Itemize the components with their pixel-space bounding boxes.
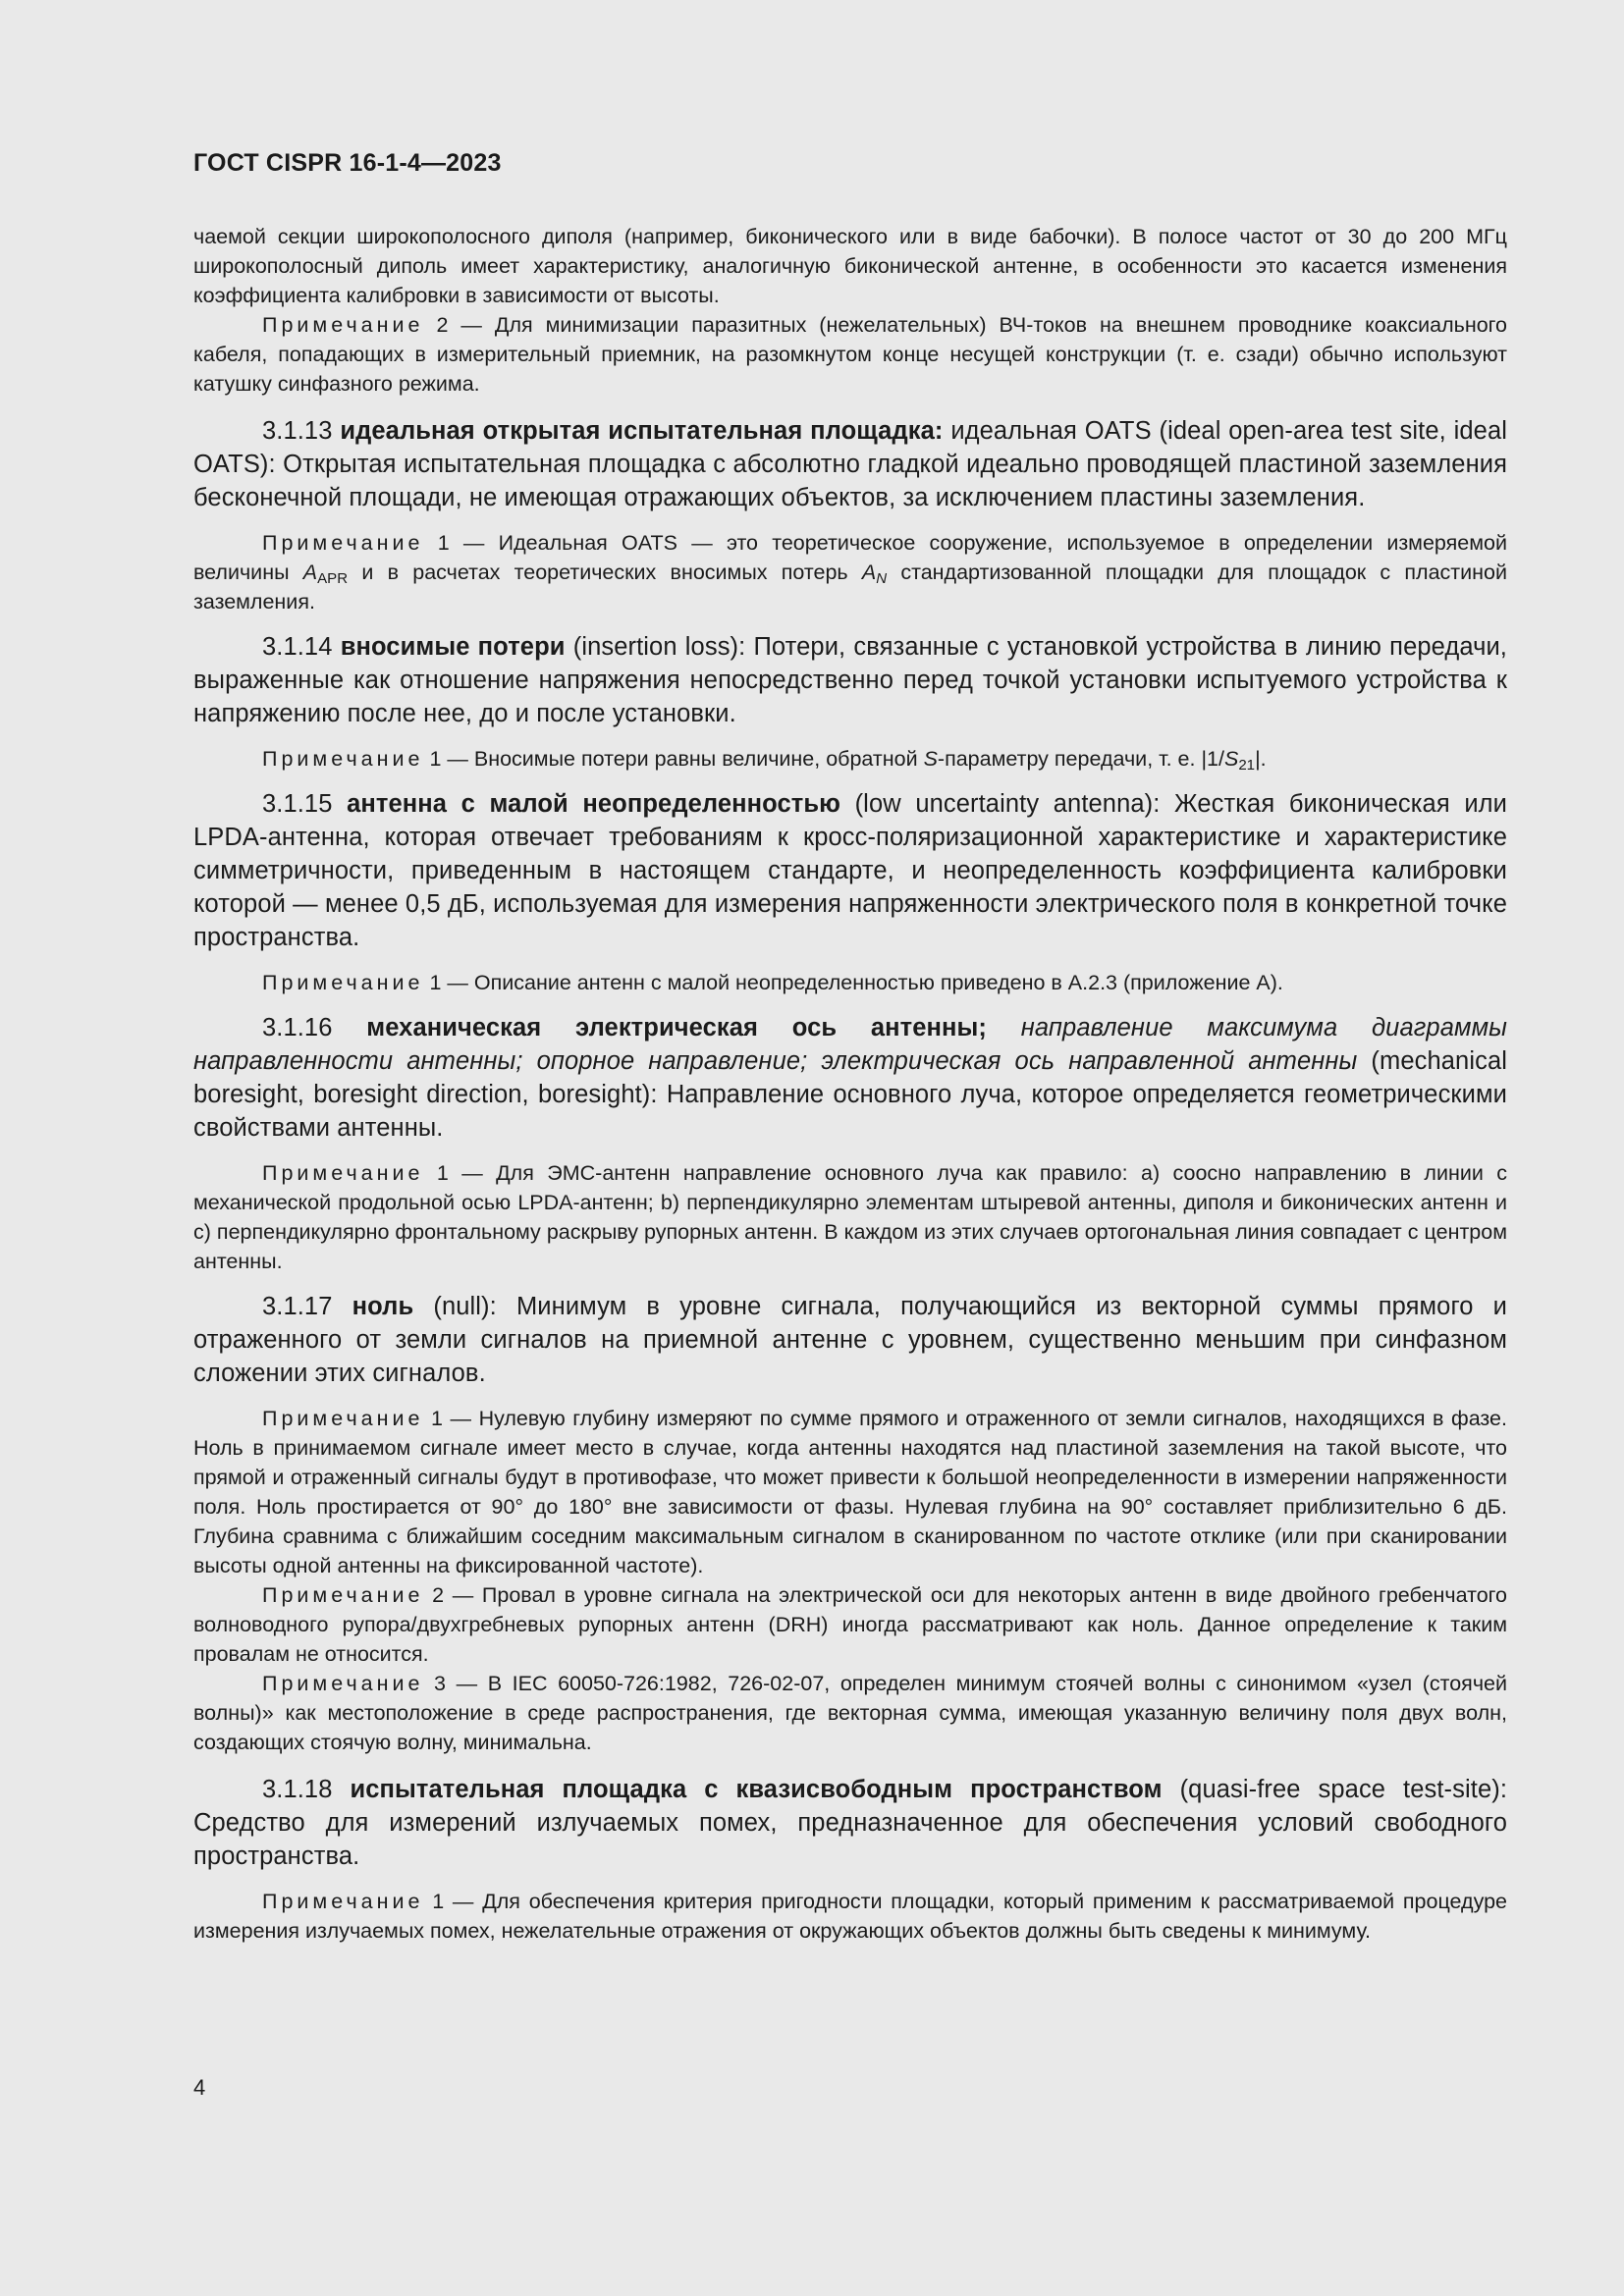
note-text: В IEC 60050-726:1982, 726-02-07, определен минимум стоячей волны с синонимом «узел (стоячей волны)» как местоположение в среде распространения, где векторная сумма, имеющая указанную величину поля двух волн, создающих стоячую волну, минимальна. [193,1672,1507,1754]
term-entry-3-1-18 [193,1773,1507,1873]
note-paragraph [193,310,1507,399]
term-number: 3.1.17 [262,1293,333,1320]
term-name: антенна с малой неопределенностью [347,790,840,818]
note-label: Примечание [262,1407,424,1430]
term-name: вносимые потери [340,633,566,661]
note-paragraph [193,1580,1507,1669]
note-number: 1 — [437,531,485,555]
note-number: 1 — [429,971,468,994]
note-text: Описание антенн с малой неопределенностью приведено в А.2.3 (приложение А). [473,971,1283,994]
term-entry-3-1-16 [193,1011,1507,1145]
term-entry-3-1-13 [193,414,1507,514]
subscript-21: 21 [1238,757,1256,774]
term-definition: (quasi-free space test-site): Средство для измерений излучаемых помех, предназначенное для обеспечения условий свободного пространства. [193,1776,1508,1870]
note-label: Примечание [262,313,424,337]
note-label: Примечание [262,1583,424,1607]
term-name: механическая электрическая ось антенны; [366,1014,988,1041]
subscript-apr: APR [317,570,349,587]
page-body [193,222,1507,1946]
term-name: ноль [352,1293,414,1320]
symbol-s: S [1223,747,1239,771]
note-text: Для обеспечения критерия пригодности площадки, который применим к рассматриваемой процедуре измерения излучаемых помех, нежелательные отражения от окружающих объектов должны быть сведены к минимуму. [193,1890,1507,1943]
note-paragraph [193,1887,1507,1946]
note-paragraph [193,744,1507,774]
term-definition: (insertion loss): Потери, связанные с установкой устройства в линию передачи, выраженные как отношение напряжения непосредственно перед точкой установки испытуемого устройства к напряжению после нее, до и после установки. [193,633,1507,727]
term-definition: (mechanical boresight, boresight direction, boresight): Направление основного луча, которое определяется геометрическими свойствами антенны. [193,1047,1507,1142]
note-number: 2 — [432,1583,474,1607]
note-label: Примечание [262,1161,424,1185]
note-text: -параметру передачи, т. е. |1/ [937,747,1224,771]
note-text: |. [1255,747,1267,771]
document-code-header: ГОСТ CISPR 16-1-4—2023 [193,149,502,177]
note-label: Примечание [262,971,424,994]
note-paragraph [193,1158,1507,1276]
note-number: 2 — [436,313,482,337]
note-label: Примечание [262,747,424,771]
note-number: 1 — [429,747,468,771]
note-text: и в расчетах теоретических вносимых потерь [361,561,848,584]
term-definition: (null): Минимум в уровне сигнала, получающийся из векторной суммы прямого и отраженного от земли сигналов на приемной антенне с уровнем, существенно меньшим при синфазном сложении этих сигналов. [193,1293,1508,1387]
note-label: Примечание [262,1890,424,1913]
symbol-a: A [302,561,318,584]
symbol-s: S [923,747,938,771]
note-paragraph [193,1669,1507,1757]
continuation-paragraph: чаемой секции широкополосного диполя (например, биконического или в виде бабочки). В полосе частот от 30 до 200 МГц широкополосный диполь имеет характеристику, аналогичную биконической антенне, в особенности это касается изменения коэффициента калибровки в зависимости от высоты. [193,225,1507,307]
note-paragraph [193,968,1507,997]
note-number: 3 — [434,1672,478,1695]
note-text: Вносимые потери равны величине, обратной [473,747,918,771]
term-synonyms: направление максимума диаграммы направленности антенны; опорное направление; электрическая ось направленной антенны [193,1014,1508,1075]
note-paragraph [193,1404,1507,1580]
note-number: 1 — [431,1407,472,1430]
note-text: Идеальная OATS — это теоретическое сооружение, используемое в определении измеряемой величины [193,531,1507,584]
term-definition: идеальная OATS (ideal open-area test site, ideal OATS): Открытая испытательная площадка с абсолютно гладкой идеально проводящей пластиной заземления бесконечной площади, не имеющая отражающих объектов, за исключением пластины заземления. [193,417,1507,511]
note-text: Для минимизации паразитных (нежелательных) ВЧ-токов на внешнем проводнике коаксиального кабеля, попадающих в измерительный приемник, на разомкнутом конце несущей конструкции (т. е. сзади) обычно используют катушку синфазного режима. [193,313,1507,396]
term-entry-3-1-14 [193,630,1507,730]
term-number: 3.1.15 [262,790,333,818]
page-number: 4 [193,2075,206,2100]
symbol-a: A [861,561,877,584]
term-number: 3.1.13 [262,417,333,445]
note-text: Нулевую глубину измеряют по сумме прямого и отраженного от земли сигналов, находящихся в фазе. Ноль в принимаемом сигнале имеет место в случае, когда антенны находятся над пластиной заземления на такой высоте, что прямой и отраженный сигналы будут в противофазе, что может привести к большой неопределенности в измерении напряженности поля. Ноль простирается от 90° до 180° вне зависимости от фазы. Нулевая глубина на 90° составляет приблизительно 6 дБ. Глубина сравнима с ближайшим соседним максимальным сигналом в сканированном по частоте отклике (или при сканировании высоты одной антенны на фиксированной частоте). [193,1407,1507,1577]
term-number: 3.1.14 [262,633,333,661]
note-label: Примечание [262,1672,424,1695]
note-text: Провал в уровне сигнала на электрической оси для некоторых антенн в виде двойного гребенчатого волноводного рупора/двухгребневых рупорных антенн (DRH) иногда рассматривают как ноль. Данное определение к таким провалам не относится. [193,1583,1507,1666]
term-name: испытательная площадка с квазисвободным пространством [350,1776,1163,1803]
term-number: 3.1.18 [262,1776,333,1803]
note-number: 1 — [432,1890,474,1913]
term-name: идеальная открытая испытательная площадка: [340,417,944,445]
note-number: 1 — [436,1161,483,1185]
note-label: Примечание [262,531,424,555]
note-text: Для ЭМС-антенн направление основного луча как правило: a) соосно направлению в линии с механической продольной осью LPDA-антенн; b) перпендикулярно элементам штыревой антенны, диполя и биконических антенн и c) перпендикулярно фронтальному раскрыву рупорных антенн. В каждом из этих случаев ортогональная линия совпадает с центром антенны. [193,1161,1507,1273]
term-number: 3.1.16 [262,1014,333,1041]
subscript-n: N [876,570,888,587]
term-definition: (low uncertainty antenna): Жесткая биконическая или LPDA-антенна, которая отвечает требованиям к кросс-поляризационной характеристике и характеристике симметричности, приведенным в настоящем стандарте, и неопределенность коэффициента калибровки которой — менее 0,5 дБ, используемая для измерения напряженности электрического поля в конкретной точке пространства. [193,790,1508,951]
note-paragraph [193,528,1507,616]
note-text: стандартизованной площадки для площадок с пластиной заземления. [193,561,1507,614]
term-entry-3-1-15 [193,787,1507,954]
term-entry-3-1-17 [193,1290,1507,1390]
